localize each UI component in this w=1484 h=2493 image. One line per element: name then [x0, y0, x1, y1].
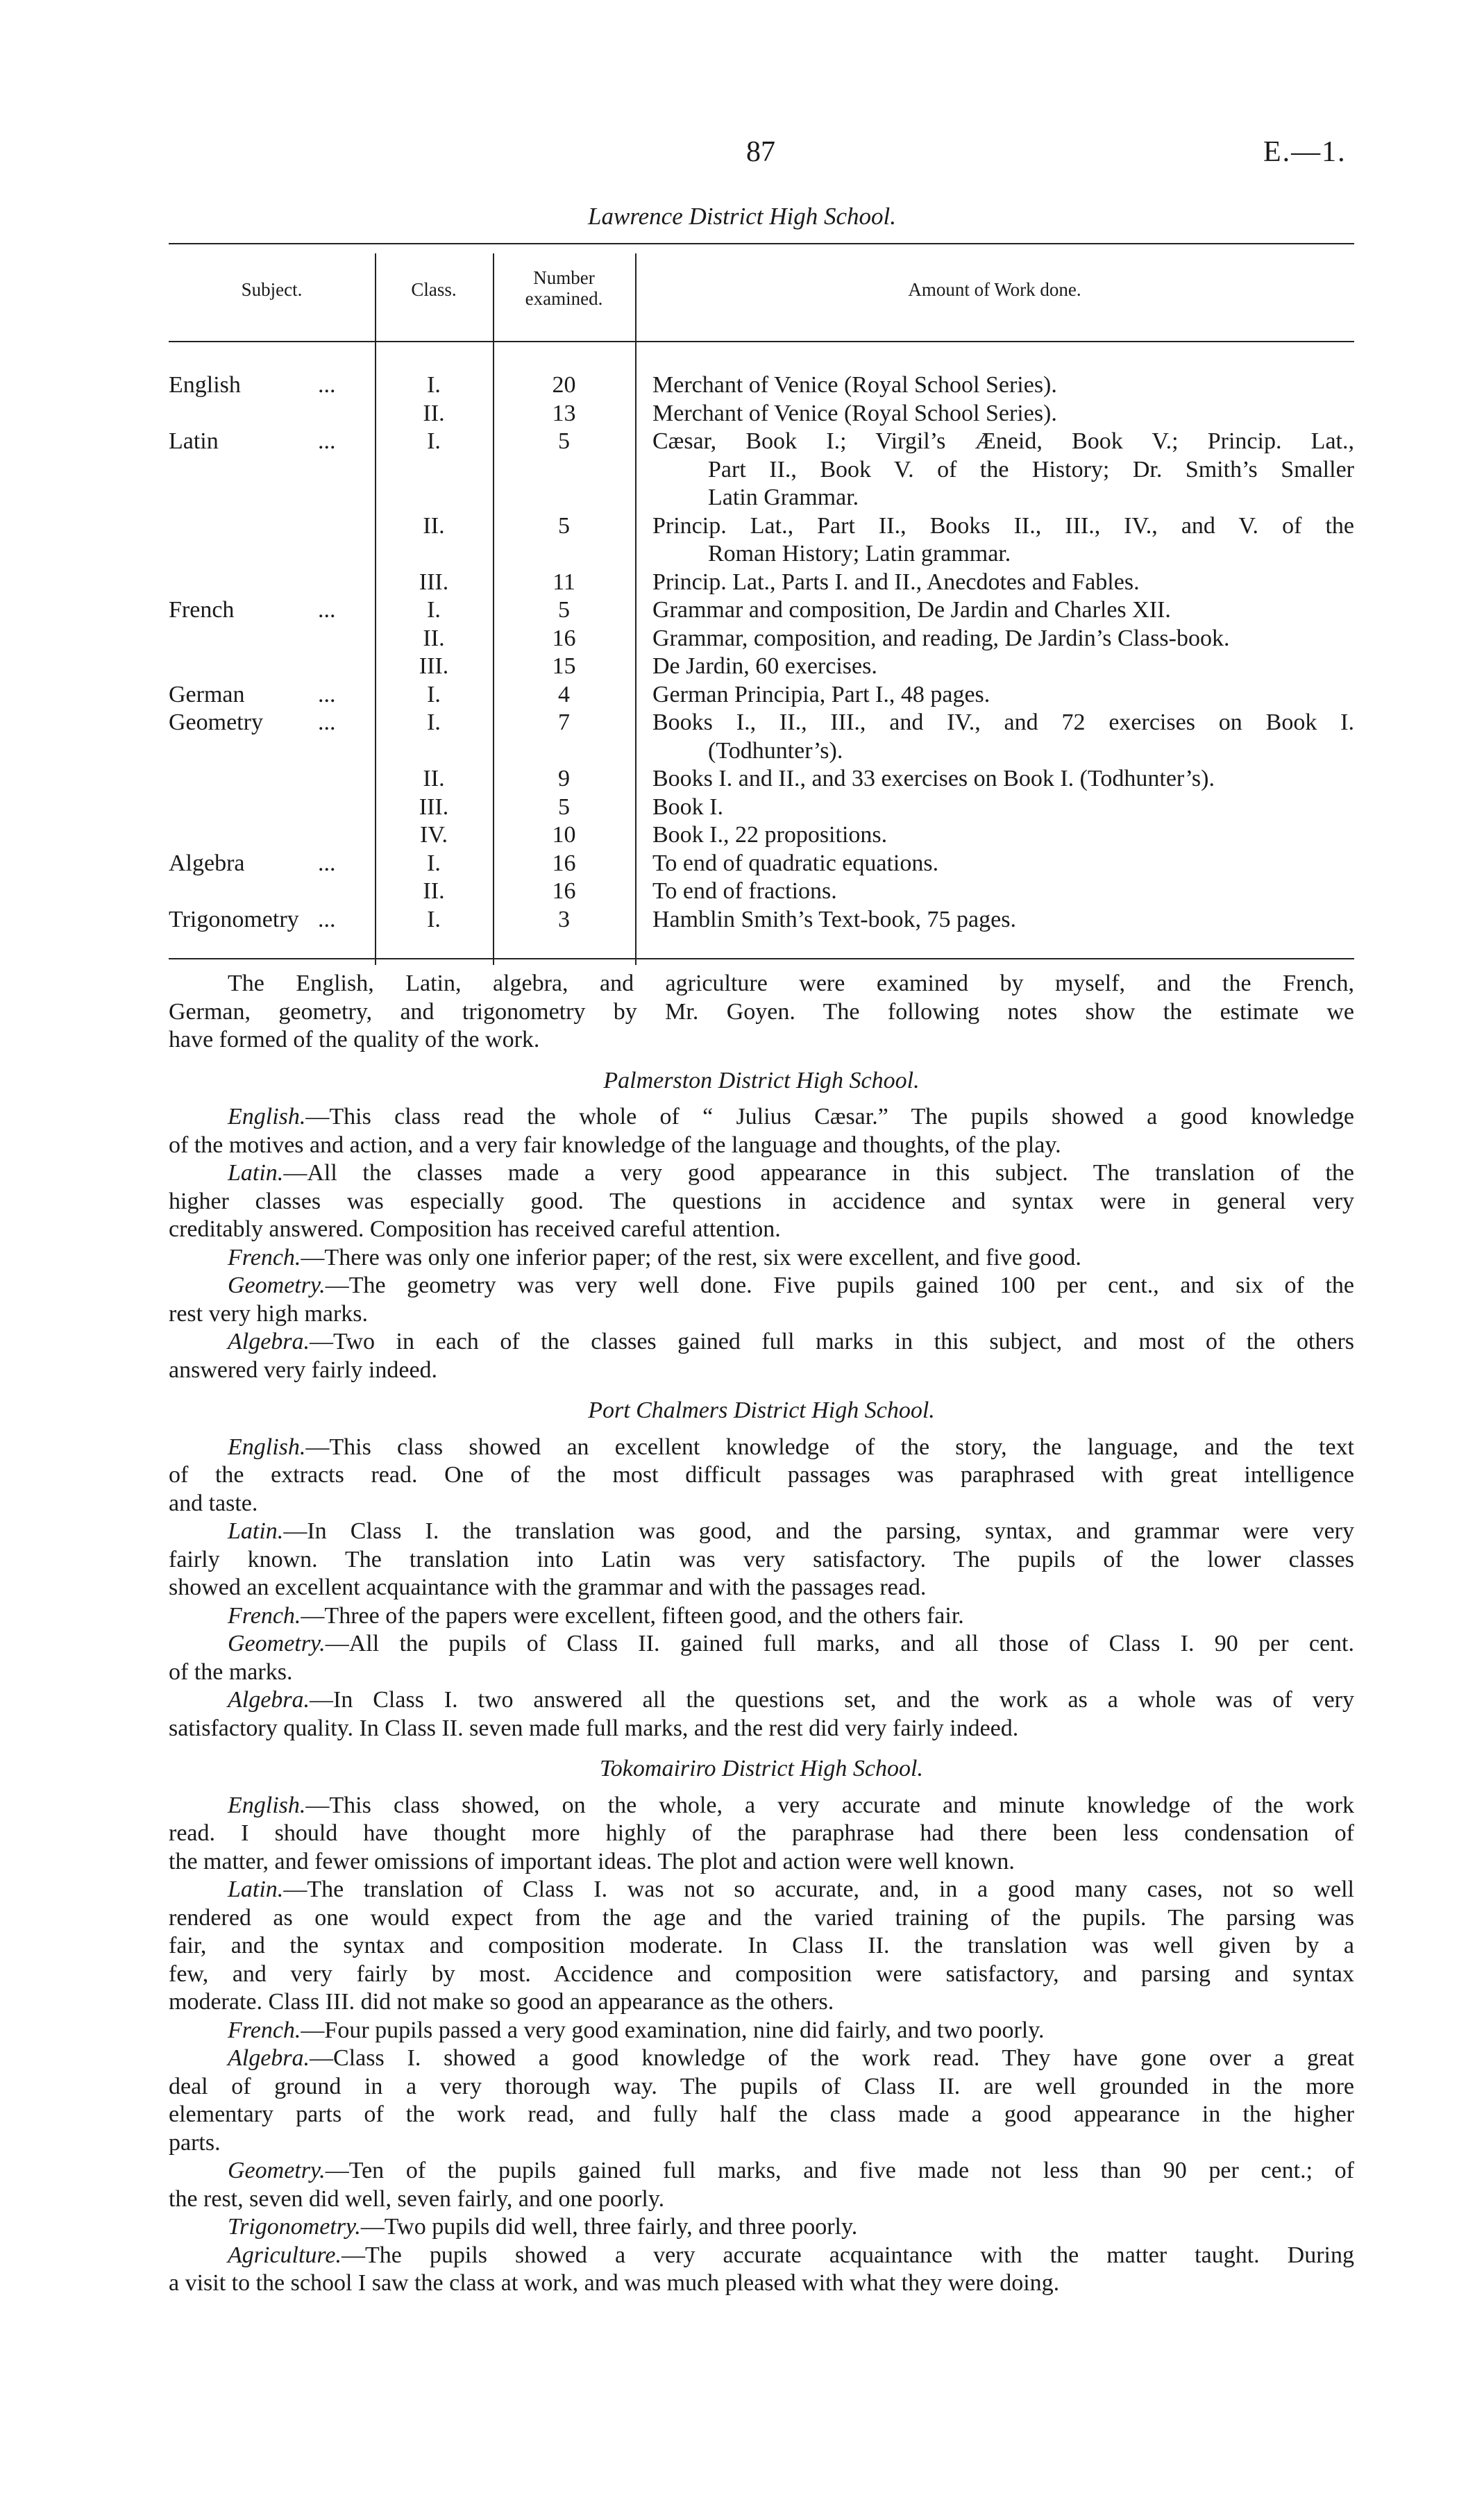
- cell-work: [635, 850, 1354, 878]
- subject-paragraph: [169, 1602, 1354, 1631]
- text-line: German, geometry, and trigonometry by Mr. Goyen. The following notes show the estimate we: [169, 998, 1354, 1025]
- cell-work: [635, 400, 1354, 428]
- work-line: Latin Grammar.: [708, 485, 859, 510]
- table-row: [169, 850, 1354, 878]
- header-number-line: examined.: [525, 288, 603, 309]
- header-subject: Subject.: [241, 279, 303, 300]
- cell-subject: [169, 794, 375, 822]
- work-line: Book I.: [652, 794, 723, 820]
- text-line: [169, 1103, 1354, 1132]
- subject-paragraph: [169, 2242, 1354, 2298]
- subject-paragraph: [169, 1103, 1354, 1159]
- text-line: creditably answered. Composition has received careful attention.: [169, 1216, 781, 1242]
- subject-heading: French.: [228, 1602, 301, 1629]
- table-row: [169, 906, 1354, 934]
- cell-subject: Trigonometry ...: [169, 906, 375, 934]
- cell-number: 10: [552, 822, 576, 848]
- text-line: The English, Latin, algebra, and agriculture were examined by myself, and the French,: [228, 971, 1354, 996]
- subject-heading: Algebra.: [228, 1329, 310, 1354]
- cell-class: I.: [427, 597, 441, 623]
- line-text: —Ten of the pupils gained full marks, and five made not less than 90 per cent.; of: [325, 2158, 1354, 2183]
- cell-work: [635, 765, 1354, 794]
- work-line: Cæsar, Book I.; Virgil’s Æneid, Book V.; Princip. Lat.,: [652, 428, 1354, 454]
- cell-number: 5: [558, 428, 570, 454]
- text-line: the rest, seven did well, seven fairly, and one poorly.: [169, 2185, 665, 2212]
- table-top-rule: [169, 243, 1354, 244]
- text-line: [169, 1328, 1354, 1357]
- cell-number: 11: [553, 569, 575, 595]
- subject-paragraph: [169, 1686, 1354, 1743]
- work-line: Merchant of Venice (Royal School Series).: [652, 400, 1057, 426]
- subject-heading: English.: [228, 1434, 306, 1460]
- work-line: German Principia, Part I., 48 pages.: [652, 681, 990, 707]
- table-header-rule: [169, 341, 1354, 342]
- cell-subject: [169, 400, 375, 428]
- subject-paragraph: [169, 1159, 1354, 1244]
- subject-heading: Latin.: [228, 1160, 284, 1186]
- text-line: showed an excellent acquaintance with the grammar and with the passages read.: [169, 1575, 927, 1600]
- line-text: —This class showed an excellent knowledge of the story, the language, and the text: [305, 1434, 1354, 1460]
- section-title: Port Chalmers District High School.: [588, 1397, 935, 1423]
- cell-subject: Latin ...: [169, 428, 375, 512]
- cell-subject: Geometry ...: [169, 709, 375, 765]
- line-text: —In Class I. two answered all the questions set, and the work as a whole was of very: [310, 1687, 1354, 1713]
- text-line: [169, 1518, 1354, 1546]
- text-line: the matter, and fewer omissions of important ideas. The plot and action were well known.: [169, 1848, 1015, 1874]
- cell-number: 13: [552, 400, 576, 426]
- subject-paragraph: [169, 1434, 1354, 1518]
- subject-heading: Geometry.: [228, 1631, 326, 1656]
- subject-paragraph: [169, 2157, 1354, 2213]
- text-line: deal of ground in a very thorough way. The pupils of Class II. are well grounded in the more: [169, 2073, 1354, 2099]
- table-row: [169, 596, 1354, 625]
- cell-class: I.: [427, 850, 441, 876]
- intro-paragraph: [169, 970, 1354, 1055]
- text-line: answered very fairly indeed.: [169, 1357, 438, 1383]
- line-text: —Two pupils did well, three fairly, and three poorly.: [360, 2214, 858, 2240]
- cell-number: 4: [558, 681, 570, 707]
- cell-subject: [169, 653, 375, 681]
- table-row: [169, 371, 1354, 400]
- subject-heading: English.: [228, 1792, 306, 1818]
- cell-work: [635, 821, 1354, 850]
- line-text: —The geometry was very well done. Five pupils gained 100 per cent., and six of the: [325, 1273, 1354, 1298]
- text-line: [169, 1272, 1354, 1300]
- subject-heading: Geometry.: [228, 1273, 326, 1298]
- report-body: [169, 970, 1354, 2298]
- work-line: Princip. Lat., Part II., Books II., III., IV., and V. of the: [652, 512, 1354, 539]
- cell-work: [635, 569, 1354, 597]
- subject-paragraph: [169, 1876, 1354, 2017]
- subject-heading: Latin.: [228, 1877, 284, 1902]
- cell-number: 7: [558, 710, 570, 735]
- table-row: [169, 428, 1354, 512]
- text-line: [169, 2045, 1354, 2073]
- cell-subject: [169, 821, 375, 850]
- line-text: —In Class I. the translation was good, and the parsing, syntax, and grammar were very: [283, 1518, 1354, 1544]
- subject-paragraph: [169, 1328, 1354, 1384]
- work-line: Roman History; Latin grammar.: [708, 541, 1011, 566]
- cell-subject: [169, 625, 375, 653]
- line-text: —Four pupils passed a very good examination, nine did fairly, and two poorly.: [301, 2017, 1045, 2043]
- table-row: [169, 794, 1354, 822]
- text-line: fairly known. The translation into Latin was very satisfactory. The pupils of the lower classes: [169, 1546, 1354, 1572]
- cell-class: III.: [419, 794, 449, 820]
- subject-heading: French.: [228, 2017, 301, 2043]
- subject-heading: Algebra.: [228, 1687, 310, 1713]
- subject-heading: Algebra.: [228, 2045, 310, 2071]
- cell-work: [635, 794, 1354, 822]
- header-number-examined: [493, 267, 635, 309]
- header-class: Class.: [411, 279, 457, 300]
- work-line: Book I., 22 propositions.: [652, 822, 888, 848]
- subject-heading: Latin.: [228, 1518, 284, 1544]
- text-line: [169, 2157, 1354, 2185]
- cell-class: I.: [427, 710, 441, 735]
- line-text: —This class read the whole of “ Julius Cæsar.” The pupils showed a good knowledge: [305, 1104, 1354, 1130]
- text-line: parts.: [169, 2129, 221, 2156]
- table-row: [169, 653, 1354, 681]
- cell-work: [635, 653, 1354, 681]
- line-text: —The translation of Class I. was not so accurate, and, in a good many cases, not so well: [283, 1877, 1354, 1902]
- cell-number: 16: [552, 850, 576, 876]
- text-line: rest very high marks.: [169, 1300, 369, 1327]
- cell-class: III.: [419, 653, 449, 679]
- cell-class: II.: [423, 512, 445, 539]
- line-text: —There was only one inferior paper; of the rest, six were excellent, and five good.: [301, 1244, 1081, 1270]
- subject-heading: French.: [228, 1244, 301, 1270]
- text-line: [169, 2017, 1354, 2045]
- table-row: [169, 709, 1354, 765]
- cell-class: II.: [423, 766, 445, 791]
- table-row: [169, 681, 1354, 710]
- text-line: [169, 2213, 1354, 2242]
- subject-heading: Agriculture.: [228, 2242, 342, 2268]
- work-line: (Todhunter’s).: [708, 737, 843, 764]
- work-line: Grammar, composition, and reading, De Jardin’s Class-book.: [652, 625, 1230, 651]
- cell-subject: French ...: [169, 596, 375, 625]
- cell-class: I.: [427, 372, 441, 398]
- page-number: 87: [746, 136, 775, 168]
- cell-number: 3: [558, 906, 570, 932]
- text-line: [169, 1602, 1354, 1631]
- cell-subject: [169, 512, 375, 569]
- text-line: satisfactory quality. In Class II. seven made full marks, and the rest did very fairly indeed.: [169, 1715, 1019, 1741]
- cell-work: [635, 512, 1354, 569]
- cell-number: 20: [552, 372, 576, 398]
- leader-dots: ...: [318, 597, 336, 623]
- text-line: rendered as one would expect from the age and the varied training of the pupils. The parsing was: [169, 1904, 1354, 1931]
- work-line: Part II., Book V. of the History; Dr. Smith’s Smaller: [708, 456, 1354, 482]
- cell-class: II.: [423, 878, 445, 904]
- text-line: higher classes was especially good. The questions in accidence and syntax were in general very: [169, 1188, 1354, 1214]
- section-title: Palmerston District High School.: [603, 1067, 920, 1093]
- cell-subject: German ...: [169, 681, 375, 710]
- table-row: [169, 878, 1354, 906]
- cell-work: [635, 371, 1354, 400]
- cell-work: [635, 625, 1354, 653]
- cell-subject: [169, 765, 375, 794]
- line-text: —All the pupils of Class II. gained full marks, and all those of Class I. 90 per cent.: [325, 1631, 1354, 1656]
- text-line: [169, 1792, 1354, 1820]
- subject-paragraph: [169, 2045, 1354, 2157]
- section-title: Tokomairiro District High School.: [600, 1756, 923, 1781]
- subject-paragraph: [169, 2213, 1354, 2242]
- table-title: Lawrence District High School.: [588, 203, 896, 230]
- cell-subject: Algebra ...: [169, 850, 375, 878]
- subject-paragraph: [169, 1792, 1354, 1877]
- cell-class: I.: [427, 428, 441, 454]
- leader-dots: ...: [318, 372, 336, 398]
- leader-dots: ...: [318, 428, 336, 454]
- document-code: E.—1.: [1263, 136, 1347, 168]
- header-number-line: Number: [533, 267, 595, 288]
- table-row: [169, 821, 1354, 850]
- cell-class: I.: [427, 681, 441, 707]
- leader-dots: ...: [318, 906, 336, 932]
- table-row: [169, 765, 1354, 794]
- cell-number: 5: [558, 794, 570, 820]
- text-line: [169, 2242, 1354, 2270]
- text-line: [169, 1159, 1354, 1188]
- table-row: [169, 400, 1354, 428]
- cell-number: 15: [552, 653, 576, 679]
- cell-class: I.: [427, 906, 441, 932]
- text-line: of the motives and action, and a very fair knowledge of the language and thoughts, of the play.: [169, 1132, 1061, 1158]
- cell-class: III.: [419, 569, 449, 595]
- work-line: Books I. and II., and 33 exercises on Book I. (Todhunter’s).: [652, 766, 1215, 791]
- cell-number: 16: [552, 878, 576, 904]
- subject-heading: English.: [228, 1104, 306, 1130]
- cell-subject: [169, 569, 375, 597]
- work-line: De Jardin, 60 exercises.: [652, 653, 877, 679]
- subject-paragraph: [169, 1244, 1354, 1273]
- cell-number: 5: [558, 597, 570, 623]
- text-line: moderate. Class III. did not make so good an appearance as the others.: [169, 1989, 834, 2015]
- text-line: read. I should have thought more highly of the paraphrase had there been less condensation of: [169, 1820, 1354, 1846]
- cell-work: [635, 906, 1354, 934]
- text-line: [169, 1630, 1354, 1659]
- cell-class: II.: [423, 625, 445, 651]
- line-text: —All the classes made a very good appearance in this subject. The translation of the: [283, 1160, 1354, 1186]
- text-line: [169, 1434, 1354, 1462]
- text-line: fair, and the syntax and composition moderate. In Class II. the translation was well given by a: [169, 1933, 1354, 1958]
- table-row: [169, 625, 1354, 653]
- header-work-done: Amount of Work done.: [908, 279, 1081, 300]
- text-line: [169, 1244, 1354, 1273]
- line-text: —This class showed, on the whole, a very accurate and minute knowledge of the work: [305, 1792, 1354, 1818]
- cell-subject: English ...: [169, 371, 375, 400]
- text-line: [169, 1876, 1354, 1904]
- subject-paragraph: [169, 1518, 1354, 1602]
- cell-number: 9: [558, 766, 570, 791]
- text-line: elementary parts of the work read, and fully half the class made a good appearance in the higher: [169, 2101, 1354, 2127]
- text-line: of the extracts read. One of the most difficult passages was paraphrased with great intelligence: [169, 1462, 1354, 1488]
- work-line: Merchant of Venice (Royal School Series).: [652, 372, 1057, 398]
- cell-number: 5: [558, 512, 570, 539]
- work-line: Books I., II., III., and IV., and 72 exercises on Book I.: [652, 710, 1354, 735]
- text-line: a visit to the school I saw the class at work, and was much pleased with what they were doing.: [169, 2270, 1060, 2296]
- cell-work: [635, 681, 1354, 710]
- work-line: Princip. Lat., Parts I. and II., Anecdotes and Fables.: [652, 569, 1140, 595]
- cell-work: [635, 596, 1354, 625]
- subject-paragraph: [169, 1630, 1354, 1686]
- cell-work: [635, 428, 1354, 512]
- text-line: and taste.: [169, 1490, 258, 1516]
- cell-subject: [169, 878, 375, 906]
- leader-dots: ...: [318, 681, 336, 707]
- leader-dots: ...: [318, 850, 336, 876]
- subject-paragraph: [169, 1272, 1354, 1328]
- leader-dots: ...: [318, 710, 336, 735]
- work-table-body: [169, 371, 1354, 934]
- text-line: of the marks.: [169, 1659, 293, 1685]
- work-line: To end of quadratic equations.: [652, 850, 939, 876]
- work-line: Grammar and composition, De Jardin and Charles XII.: [652, 597, 1171, 623]
- line-text: —Two in each of the classes gained full marks in this subject, and most of the others: [310, 1329, 1354, 1354]
- work-line: Hamblin Smith’s Text-book, 75 pages.: [652, 906, 1016, 932]
- text-line: [169, 1686, 1354, 1715]
- text-line: have formed of the quality of the work.: [169, 1027, 540, 1052]
- subject-paragraph: [169, 2017, 1354, 2045]
- work-line: To end of fractions.: [652, 878, 837, 904]
- cell-class: II.: [423, 400, 445, 426]
- cell-work: [635, 878, 1354, 906]
- cell-work: [635, 709, 1354, 765]
- line-text: —Three of the papers were excellent, fifteen good, and the others fair.: [301, 1602, 964, 1629]
- line-text: —The pupils showed a very accurate acquaintance with the matter taught. During: [342, 2242, 1354, 2268]
- table-row: [169, 512, 1354, 569]
- subject-heading: Trigonometry.: [228, 2214, 361, 2240]
- cell-class: IV.: [420, 822, 448, 848]
- cell-number: 16: [552, 625, 576, 651]
- line-text: —Class I. showed a good knowledge of the work read. They have gone over a great: [310, 2045, 1354, 2071]
- table-bottom-rule: [169, 958, 1354, 959]
- text-line: few, and very fairly by most. Accidence and composition were satisfactory, and parsing and syntax: [169, 1961, 1354, 1987]
- subject-heading: Geometry.: [228, 2158, 326, 2183]
- table-row: [169, 569, 1354, 597]
